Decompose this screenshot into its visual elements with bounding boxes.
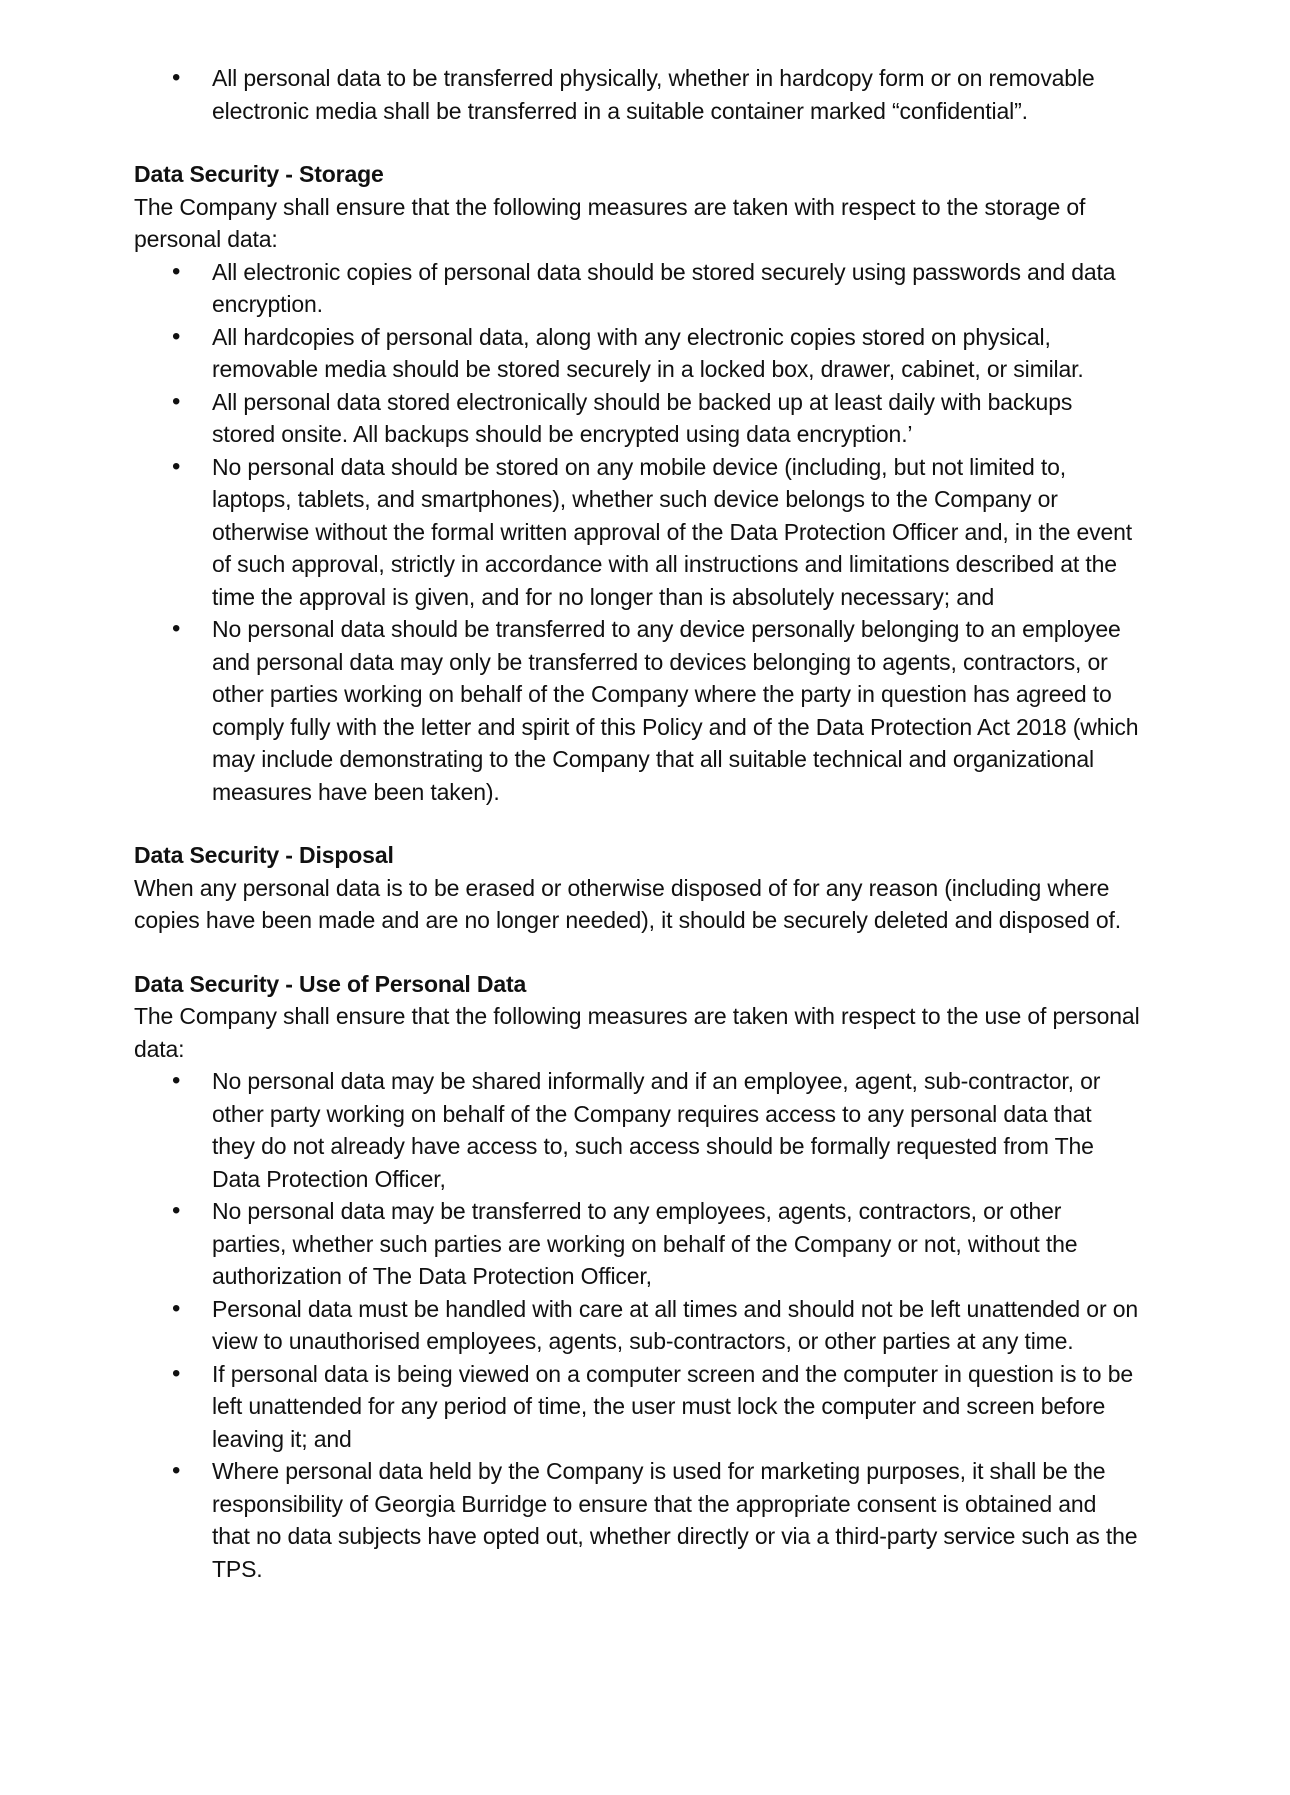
section-disposal (134, 839, 1140, 937)
list-item: • Personal data must be handled with care at all times and should not be left unattended or on view to unauthorised employees, agents, sub-contractors, or other parties at any time. (134, 1293, 1140, 1358)
section-intro: The Company shall ensure that the following measures are taken with respect to the storage of personal data: (134, 193, 1086, 252)
paragraph-gap (134, 127, 1140, 158)
list-item: • No personal data should be stored on any mobile device (including, but not limited to, laptops, tablets, and smartphones), whether such device belongs to the Company or otherwise without the formal written approval of the Data Protection Officer and, in the event of such approval, strictly in accordance with all instructions and limitations described at the time the approval is given, and for no longer than is absolutely necessary; and (134, 451, 1140, 614)
intro-bullet-list (134, 62, 1140, 127)
list-item: • All hardcopies of personal data, along with any electronic copies stored on physical, removable media should be stored securely in a locked box, drawer, cabinet, or similar. (134, 321, 1140, 386)
list-item: • All personal data stored electronically should be backed up at least daily with backups stored onsite. All backups should be encrypted using data encryption.’ (134, 386, 1140, 451)
list-item: • No personal data may be shared informally and if an employee, agent, sub-contractor, or other party working on behalf of the Company requires access to any personal data that they do not already have access to, such access should be formally requested from The Data Protection Officer, (134, 1065, 1140, 1195)
section-heading: Data Security - Disposal (134, 842, 394, 868)
section-heading: Data Security - Use of Personal Data (134, 970, 527, 997)
list-item: • If personal data is being viewed on a computer screen and the computer in question is to be left unattended for any period of time, the user must lock the computer and screen before leaving it; and (134, 1358, 1140, 1456)
section-storage (134, 158, 1140, 808)
list-item: • No personal data should be transferred to any device personally belonging to an employee and personal data may only be transferred to devices belonging to agents, contractors, or other parties working on behalf of the Company where the party in question has agreed to comply fully with the letter and spirit of this Policy and of the Data Protection Act 2018 (which may include demonstrating to the Company that all suitable technical and organizational measures have been taken). (134, 613, 1140, 808)
section-intro: The Company shall ensure that the following measures are taken with respect to the use of personal data: (134, 1003, 1140, 1062)
section-intro: When any personal data is to be erased or otherwise disposed of for any reason (including where copies have been made and are no longer needed), it should be securely deleted and disposed of. (134, 874, 1121, 933)
section-heading: Data Security - Storage (134, 161, 384, 187)
bullet-list (134, 1065, 1140, 1585)
list-item: • Where personal data held by the Company is used for marketing purposes, it shall be the responsibility of Georgia Burridge to ensure that the appropriate consent is obtained and that no data subjects have opted out, whether directly or via a third-party service such as the TPS. (134, 1455, 1140, 1585)
list-item: • No personal data may be transferred to any employees, agents, contractors, or other parties, whether such parties are working on behalf of the Company or not, without the authorization of The Data Protection Officer, (134, 1195, 1140, 1293)
list-item: • All personal data to be transferred physically, whether in hardcopy form or on removable electronic media shall be transferred in a suitable container marked “confidential”. (134, 62, 1140, 127)
section-use-of-personal-data (134, 968, 1140, 1586)
bullet-list (134, 256, 1140, 809)
paragraph-gap (134, 937, 1140, 968)
paragraph-gap (134, 808, 1140, 839)
list-item: • All electronic copies of personal data should be stored securely using passwords and data encryption. (134, 256, 1140, 321)
